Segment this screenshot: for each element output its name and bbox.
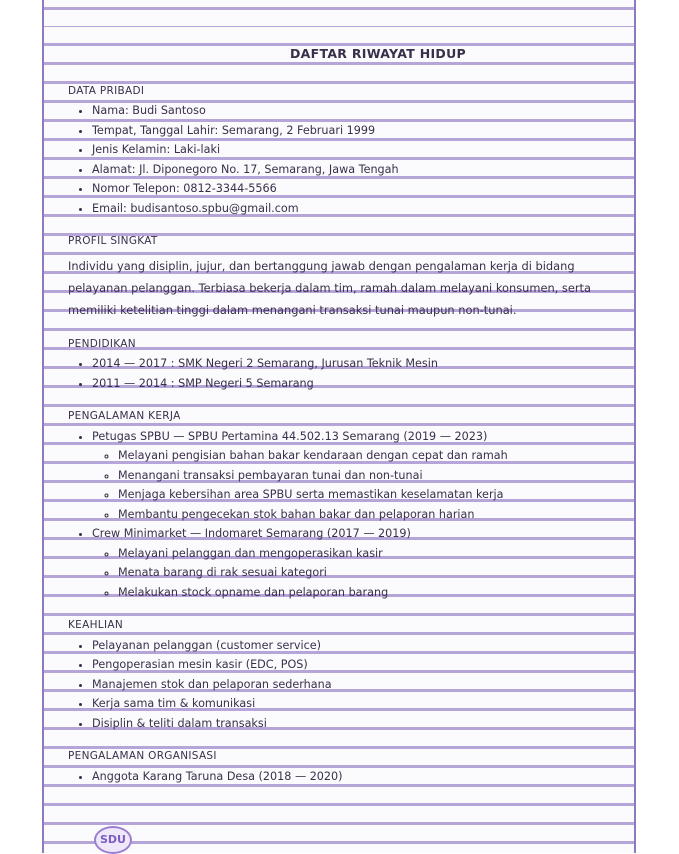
job-task-list (92, 446, 628, 524)
list-item: • Pelayanan pelanggan (customer service) (92, 636, 628, 656)
list-item: • Manajemen stok dan pelaporan sederhana (92, 675, 628, 695)
list-item: • Alamat: Jl. Diponegoro No. 17, Semarang, Jawa Tengah (92, 160, 628, 180)
list-item: • Anggota Karang Taruna Desa (2018 — 2020) (92, 767, 628, 787)
list-item: • Nomor Telepon: 0812-3344-5566 (92, 179, 628, 199)
list-item: • Pengoperasian mesin kasir (EDC, POS) (92, 655, 628, 675)
experience-heading: PENGALAMAN KERJA (68, 410, 181, 422)
job-item (92, 427, 628, 525)
organization-list (68, 767, 628, 787)
list-item: • Jenis Kelamin: Laki-laki (92, 140, 628, 160)
skills-list (68, 636, 628, 734)
list-item: • Kerja sama tim & komunikasi (92, 694, 628, 714)
list-item: • Tempat, Tanggal Lahir: Semarang, 2 Februari 1999 (92, 121, 628, 141)
experience-list (68, 427, 628, 603)
personal-list (68, 101, 628, 218)
list-item: • 2011 — 2014 : SMP Negeri 5 Semarang (92, 374, 628, 394)
job-title: Crew Minimarket — Indomaret Semarang (2017 — 2019) (92, 527, 411, 540)
personal-heading: DATA PRIBADI (68, 84, 145, 97)
list-item: • 2014 — 2017 : SMK Negeri 2 Semarang, Jurusan Teknik Mesin (92, 354, 628, 374)
task-item: ◦ Melakukan stock opname dan pelaporan barang (118, 583, 628, 603)
list-item: • Email: budisantoso.spbu@gmail.com (92, 199, 628, 219)
education-list (68, 354, 628, 393)
list-item: • Disiplin & teliti dalam transaksi (92, 714, 628, 734)
task-item: ◦ Melayani pengisian bahan bakar kendaraan dengan cepat dan ramah (118, 446, 628, 466)
task-item: ◦ Menata barang di rak sesuai kategori (118, 563, 628, 583)
skills-heading: KEAHLIAN (68, 619, 123, 631)
list-item: • Nama: Budi Santoso (92, 101, 628, 121)
sdu-logo: SDU (94, 826, 132, 854)
task-item: ◦ Menjaga kebersihan area SPBU serta memastikan keselamatan kerja (118, 485, 628, 505)
task-item: ◦ Menangani transaksi pembayaran tunai dan non-tunai (118, 466, 628, 486)
job-item (92, 524, 628, 602)
cv-document (68, 44, 628, 786)
task-item: ◦ Melayani pelanggan dan mengoperasikan kasir (118, 544, 628, 564)
job-task-list (92, 544, 628, 603)
profile-heading: PROFIL SINGKAT (68, 235, 158, 247)
organization-heading: PENGALAMAN ORGANISASI (68, 750, 217, 762)
task-item: ◦ Membantu pengecekan stok bahan bakar dan pelaporan harian (118, 505, 628, 525)
education-heading: PENDIDIKAN (68, 337, 136, 350)
document-title: DAFTAR RIWAYAT HIDUP (289, 46, 466, 61)
profile-text: Individu yang disiplin, jujur, dan bertanggung jawab dengan pengalaman kerja di bidang pelayanan pelanggan. Terbiasa bekerja dalam tim, ramah dalam melayani konsumen, serta memiliki ketelitian tinggi dalam menangani transaksi tunai maupun non-tunai. (68, 258, 591, 317)
job-title: Petugas SPBU — SPBU Pertamina 44.502.13 Semarang (2019 — 2023) (92, 429, 488, 443)
